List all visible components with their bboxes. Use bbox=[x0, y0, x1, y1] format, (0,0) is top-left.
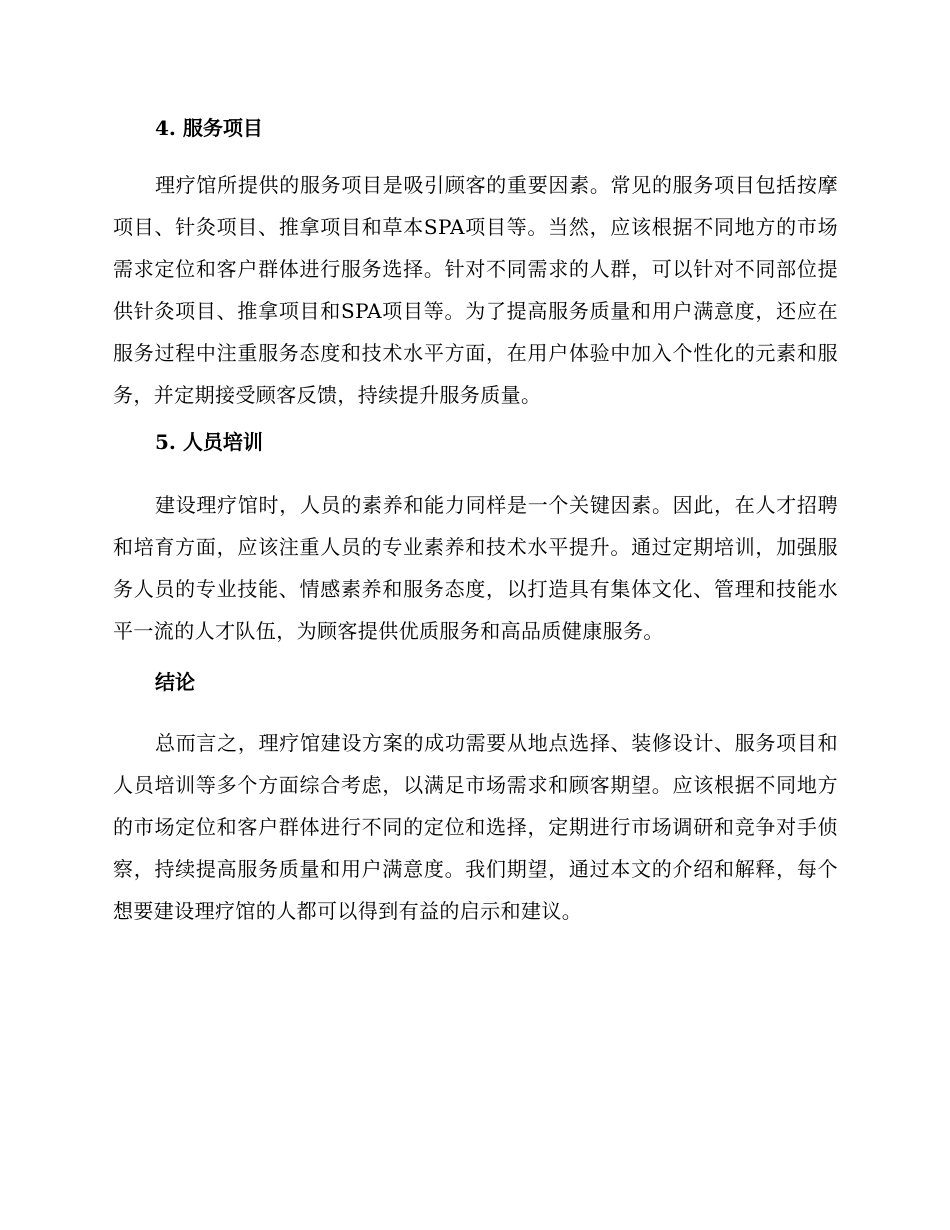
section-heading-conclusion: 结论 bbox=[155, 670, 195, 694]
section-heading-training: 5. 人员培训 bbox=[155, 430, 263, 454]
section-paragraph-services: 理疗馆所提供的服务项目是吸引顾客的重要因素。常见的服务项目包括按摩项目、针灸项目、推拿项目和草本SPA项目等。当然，应该根据不同地方的市场需求定位和客户群体进行服务选择。针对不同需求的人群，可以针对不同部位提供针灸项目、推拿项目和SPA项目等。为了提高服务质量和用户满意度，还应在服务过程中注重服务态度和技术水平方面，在用户体验中加入个性化的元素和服务，并定期接受顾客反馈，持续提升服务质量。 bbox=[113, 173, 838, 407]
section-heading-services: 4. 服务项目 bbox=[155, 116, 263, 140]
section-paragraph-conclusion: 总而言之，理疗馆建设方案的成功需要从地点选择、装修设计、服务项目和人员培训等多个方面综合考虑，以满足市场需求和顾客期望。应该根据不同地方的市场定位和客户群体进行不同的定位和选择，定期进行市场调研和竞争对手侦察，持续提高服务质量和用户满意度。我们期望，通过本文的介绍和解释，每个想要建设理疗馆的人都可以得到有益的启示和建议。 bbox=[113, 731, 838, 923]
document-body bbox=[113, 108, 838, 932]
section-paragraph-training: 建设理疗馆时，人员的素养和能力同样是一个关键因素。因此，在人才招聘和培育方面，应该注重人员的专业素养和技术水平提升。通过定期培训，加强服务人员的专业技能、情感素养和服务态度，以打造具有集体文化、管理和技能水平一流的人才队伍，为顾客提供优质服务和高品质健康服务。 bbox=[113, 493, 838, 643]
